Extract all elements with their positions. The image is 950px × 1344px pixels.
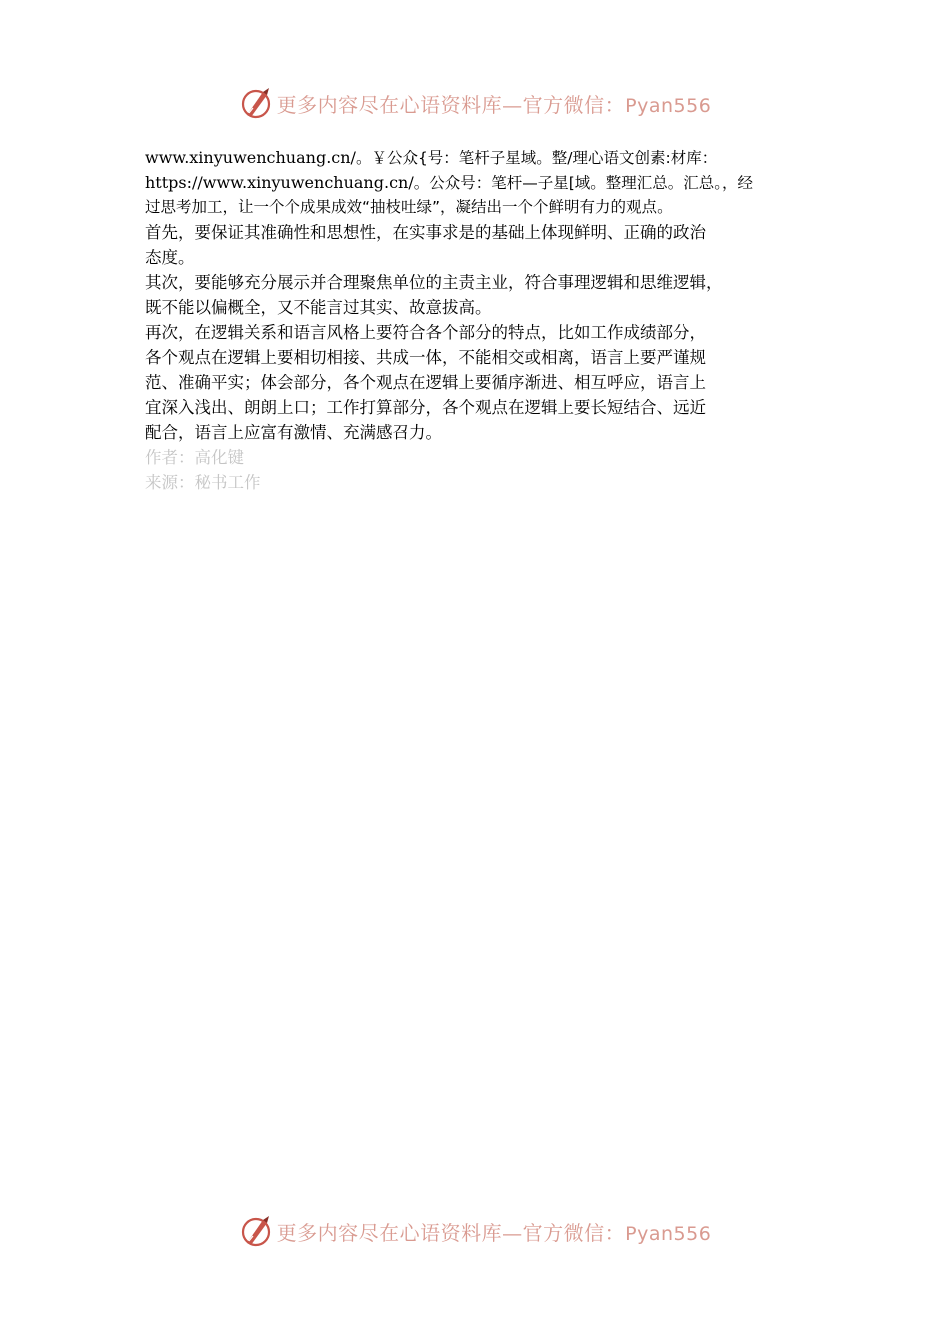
header-banner: [0, 80, 950, 126]
site-link-https[interactable]: https://www.xinyuwenchuang.cn/: [145, 173, 414, 192]
body-line-3: 过思考加工，让一个个成果成效“抽枝吐绿”，凝结出一个个鲜明有力的观点。: [145, 198, 673, 216]
banner-text: 更多内容尽在心语资料库—官方微信：Pyan556: [276, 1220, 712, 1245]
quill-pen-logo-icon: [239, 86, 273, 120]
banner-wechat-id: Pyan556: [625, 1222, 712, 1245]
paragraph-line: 首先，要保证其准确性和思想性，在实事求是的基础上体现鲜明、正确的政治: [145, 223, 706, 242]
body-line-1: www.xinyuwenchuang.cn/。￥公众{号：笔杆子星域。整/理心语文创素:材库：: [145, 148, 718, 167]
quill-pen-logo-icon: [239, 1214, 273, 1248]
paragraph-line: 范、准确平实；体会部分，各个观点在逻辑上要循序渐进、相互呼应，语言上: [145, 373, 706, 392]
body-line-2: https://www.xinyuwenchuang.cn/。公众号：笔杆—子星[域。整理汇总。汇总。，经: [145, 173, 754, 192]
paragraph-line: 其次，要能够充分展示并合理聚焦单位的主责主业，符合事理逻辑和思维逻辑，: [145, 273, 723, 292]
paragraph-line: 既不能以偏概全，又不能言过其实、故意拔高。: [145, 298, 492, 317]
paragraph-line: 态度。: [145, 248, 195, 267]
document-body: [145, 145, 825, 495]
banner-wechat-id: Pyan556: [625, 94, 712, 117]
paragraph-line: 再次，在逻辑关系和语言风格上要符合各个部分的特点，比如工作成绩部分，: [145, 323, 706, 342]
banner-text: 更多内容尽在心语资料库—官方微信：Pyan556: [276, 92, 712, 117]
footer-banner: [0, 1208, 950, 1254]
paragraph-line: 各个观点在逻辑上要相切相接、共成一体，不能相交或相离，语言上要严谨规: [145, 348, 706, 367]
site-link[interactable]: www.xinyuwenchuang.cn/: [145, 148, 356, 167]
source-line: 来源：秘书工作: [145, 473, 261, 492]
paragraph-line: 宜深入浅出、朗朗上口；工作打算部分，各个观点在逻辑上要长短结合、远近: [145, 398, 706, 417]
author-line: 作者：高化键: [145, 448, 244, 467]
paragraph-line: 配合，语言上应富有激情、充满感召力。: [145, 423, 442, 442]
